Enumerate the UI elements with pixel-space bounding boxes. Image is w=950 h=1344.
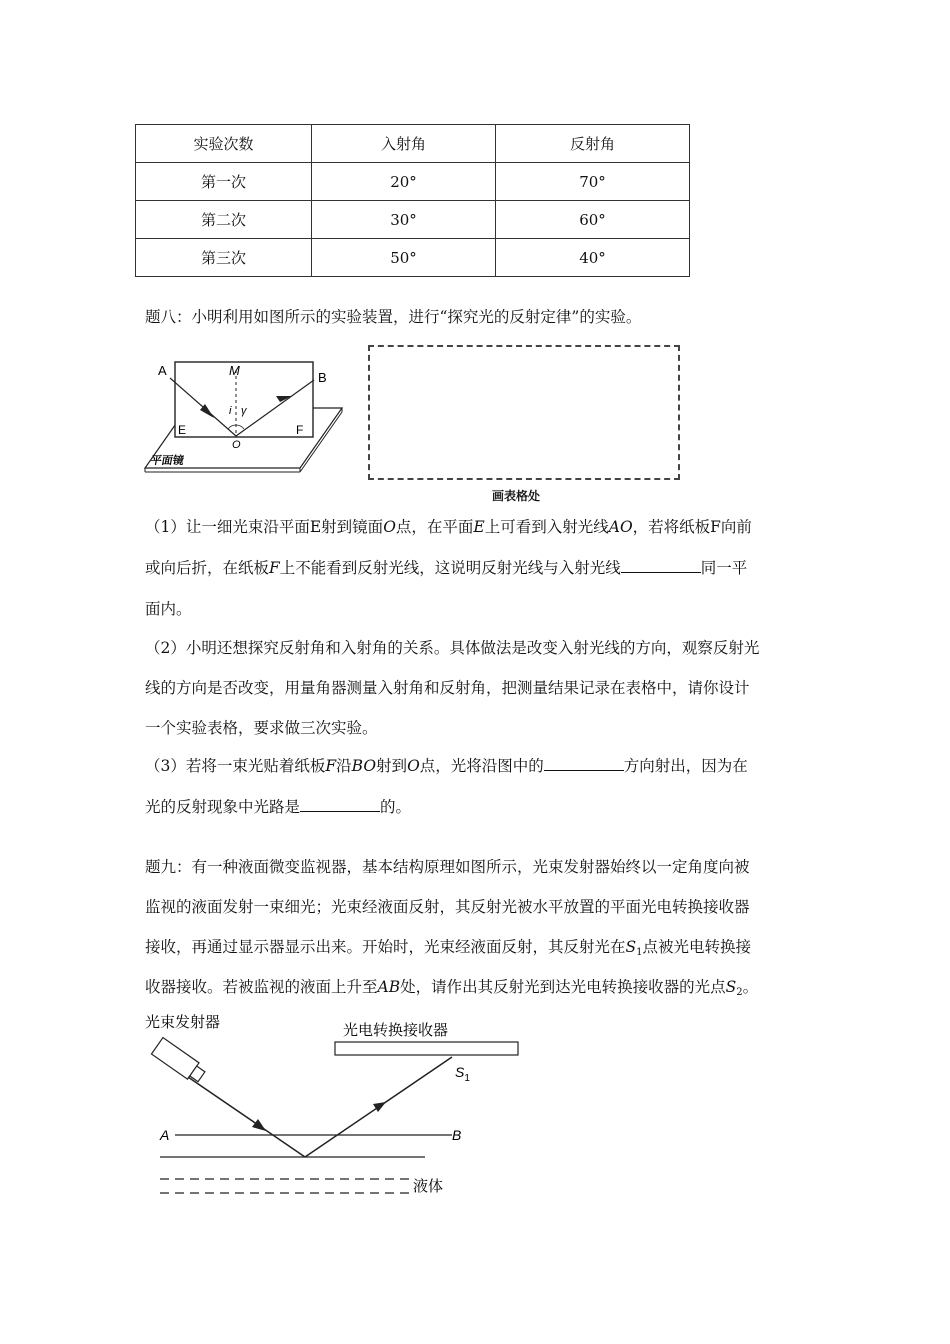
answer-blank[interactable] (300, 797, 380, 812)
text: BO (351, 757, 377, 775)
text: AB (377, 978, 401, 996)
text: S (455, 1064, 465, 1080)
text: 上可看到入射光线 (484, 518, 609, 536)
label-b: B (318, 370, 327, 385)
q8-title: 题八：小明利用如图所示的实验装置，进行“探究光的反射定律”的实验。 (145, 308, 642, 326)
text: 同一平 (700, 559, 748, 577)
text: 沿 (336, 757, 352, 775)
text: S (625, 938, 637, 956)
data-table (135, 124, 690, 277)
s1-label (455, 1064, 470, 1084)
text: O (407, 757, 420, 775)
label-a: A (160, 1127, 170, 1143)
table-row (136, 163, 690, 201)
q8-part3-line1 (145, 754, 748, 776)
q9-line3 (145, 935, 751, 958)
table-cell: 40° (496, 239, 690, 277)
text: 上不能看到反射光线，这说明反射光线与入射光线 (279, 559, 621, 577)
q8-part2-line2: 线的方向是否改变，用量角器测量入射角和反射角，把测量结果记录在表格中，请你设计 (145, 679, 750, 697)
text: 点，光将沿图中的 (419, 757, 544, 775)
table-header: 实验次数 (136, 125, 312, 163)
receiver-plate (335, 1042, 518, 1055)
label-r: γ (241, 405, 247, 417)
label-e: E (178, 423, 187, 437)
text: 方向射出，因为在 (623, 757, 748, 775)
receiver-label: 光电转换接收器 (343, 1022, 449, 1039)
mirror-label: 平面镜 (149, 455, 185, 467)
text: F (269, 559, 280, 577)
text: AO (608, 518, 633, 536)
text: ，若将纸板F向前 (632, 518, 752, 536)
q8-part2-line3: 一个实验表格，要求做三次实验。 (145, 719, 378, 737)
liquid-label: 液体 (413, 1178, 444, 1195)
table-cell: 70° (496, 163, 690, 201)
label-f: F (296, 423, 304, 437)
text: 光的反射现象中光路是 (145, 798, 301, 816)
table-cell: 第一次 (136, 163, 312, 201)
text: （1）让一细光束沿平面E射到镜面 (145, 518, 384, 536)
label-m: M (229, 363, 240, 378)
paper-board (175, 362, 313, 437)
label-o: O (232, 439, 241, 451)
text: 。 (742, 978, 759, 996)
text: 1 (636, 947, 643, 958)
q8-part1-line1 (145, 515, 752, 537)
text: 点，在平面 (395, 518, 474, 536)
answer-blank[interactable] (544, 756, 624, 771)
table-header: 反射角 (496, 125, 690, 163)
table-cell: 50° (312, 239, 496, 277)
text: 处，请作出其反射光到达光电转换接收器的光点 (400, 978, 726, 996)
text: 接收，再通过显示器显示出来。开始时，光束经液面反射，其反射光在 (145, 938, 626, 956)
answer-blank[interactable] (621, 558, 701, 573)
table-cell: 20° (312, 163, 496, 201)
text: 的。 (380, 798, 412, 816)
emitter-device (151, 1038, 207, 1085)
table-cell: 60° (496, 201, 690, 239)
table-row (136, 239, 690, 277)
text: F (325, 757, 337, 775)
label-a: A (158, 363, 167, 378)
table-drawing-caption: 画表格处 (492, 489, 541, 503)
q8-part1-line2 (145, 556, 747, 578)
text: S (725, 978, 737, 996)
q8-part1-line3: 面内。 (145, 600, 192, 618)
table-drawing-area (368, 345, 680, 480)
text: O (383, 518, 396, 536)
table-row (136, 201, 690, 239)
label-i: i (229, 405, 232, 417)
label-b: B (452, 1127, 462, 1143)
table-header: 入射角 (312, 125, 496, 163)
text: （3）若将一束光贴着纸板 (145, 757, 326, 775)
text: 或向后折，在纸板 (145, 559, 270, 577)
reflection-apparatus-figure (140, 340, 360, 475)
q9-line2: 监视的液面发射一束细光；光束经液面反射，其反射光被水平放置的平面光电转换接收器 (145, 898, 750, 916)
text: 收器接收。若被监视的液面上升至 (145, 978, 378, 996)
text: 射到 (376, 757, 408, 775)
q9-line4 (145, 975, 758, 998)
table-header-row (136, 125, 690, 163)
table-cell: 第三次 (136, 239, 312, 277)
q8-part3-line2 (145, 795, 411, 817)
q9-line1: 题九：有一种液面微变监视器，基本结构原理如图所示，光束发射器始终以一定角度向被 (145, 858, 750, 876)
q8-part2-line1: （2）小明还想探究反射角和入射角的关系。具体做法是改变入射光线的方向，观察反射光 (145, 639, 760, 657)
table-cell: 第二次 (136, 201, 312, 239)
text: 点被光电转换接 (642, 938, 752, 956)
liquid-monitor-figure (140, 1005, 540, 1205)
emitter-label: 光束发射器 (145, 1014, 221, 1031)
text: 2 (736, 987, 743, 998)
incident-ray (188, 1077, 305, 1157)
text: 1 (464, 1073, 470, 1084)
table-cell: 30° (312, 201, 496, 239)
text: E (473, 518, 485, 536)
